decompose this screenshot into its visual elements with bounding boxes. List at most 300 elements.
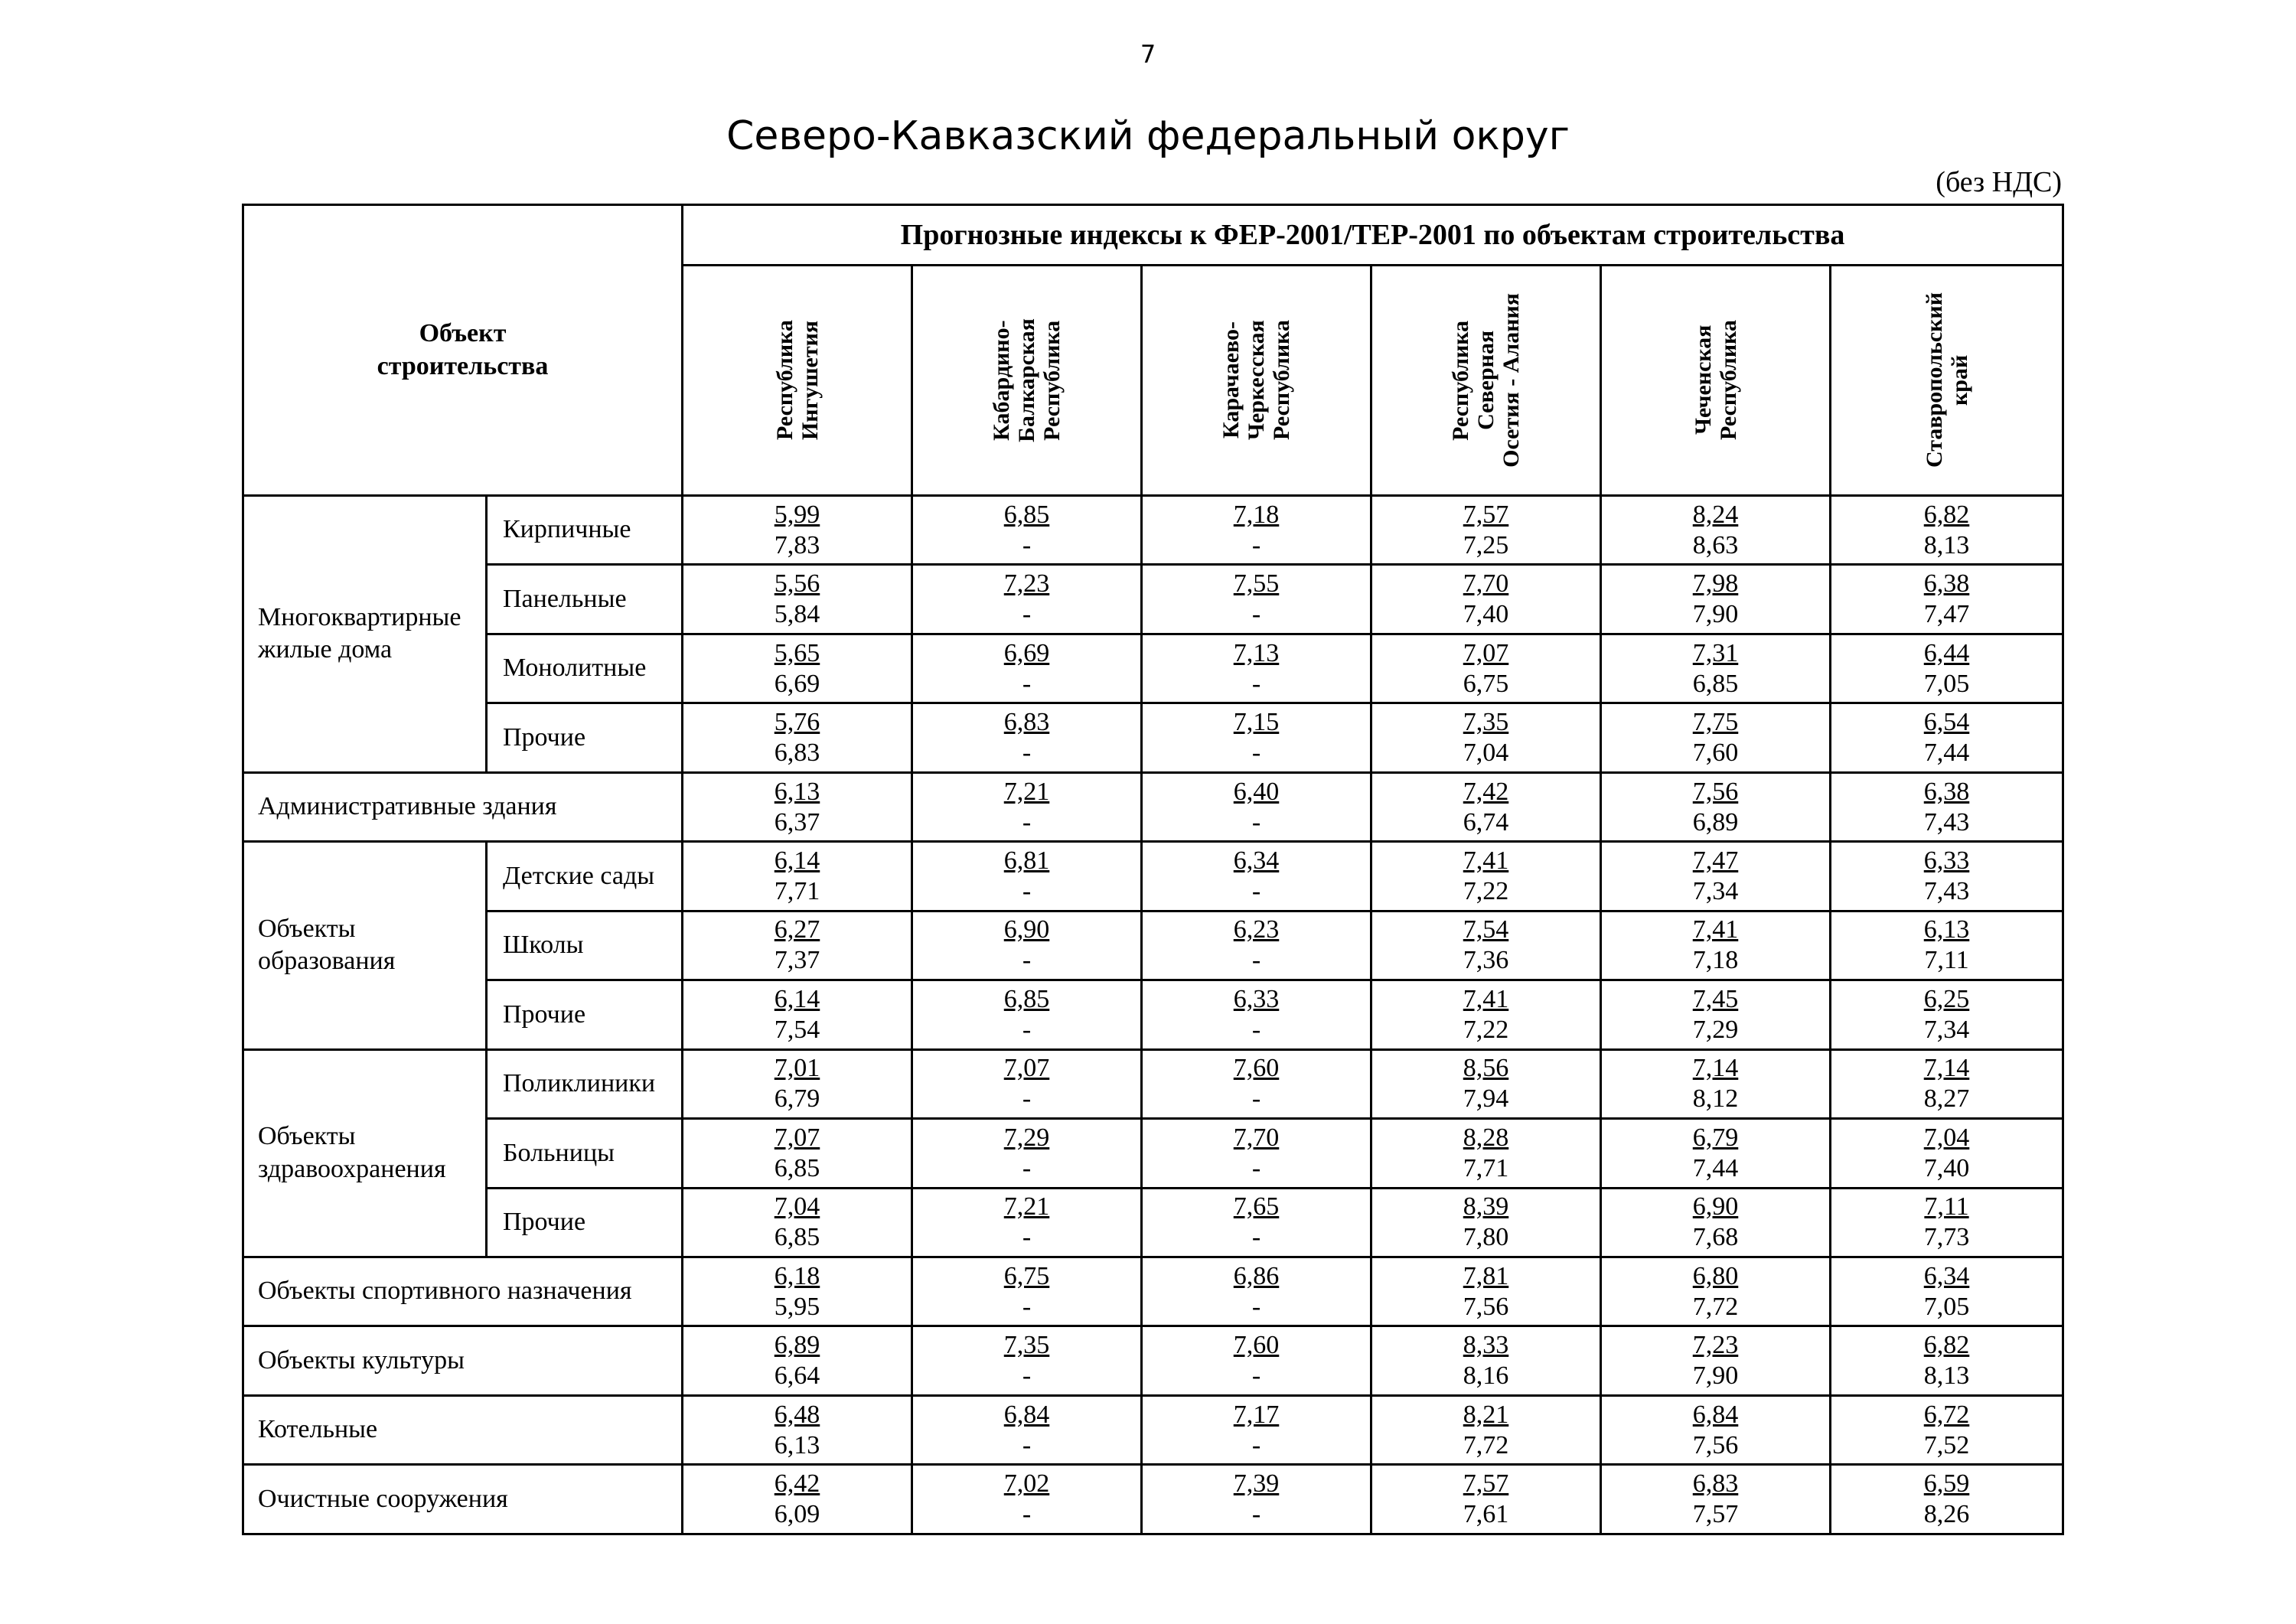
territorial-index-value: 7,05	[1923, 1292, 1970, 1321]
object-label: Объекты спортивного назначения	[243, 1257, 683, 1326]
index-cell	[1831, 980, 2063, 1049]
index-cell	[1142, 842, 1371, 911]
territorial-index-value: -	[1251, 1084, 1261, 1114]
territorial-index-value: 8,27	[1923, 1084, 1970, 1114]
territorial-index-value: 7,57	[1692, 1500, 1739, 1529]
index-cell	[1142, 1257, 1371, 1326]
index-cell	[1831, 1257, 2063, 1326]
federal-index-value: 6,90	[1692, 1192, 1739, 1221]
index-cell	[1142, 772, 1371, 841]
territorial-index-value: -	[1022, 1153, 1032, 1182]
federal-index-value: 7,11	[1924, 1192, 1969, 1221]
object-header: Объект строительства	[243, 205, 683, 496]
federal-index-value: 7,70	[1233, 1123, 1280, 1152]
table-row	[243, 1326, 2063, 1395]
territorial-index-value: 8,63	[1692, 530, 1739, 559]
territorial-index-value: 6,83	[774, 739, 820, 768]
territorial-index-value: 6,09	[774, 1500, 820, 1529]
territorial-index-value: 7,37	[774, 946, 820, 975]
federal-index-value: 7,35	[1463, 708, 1509, 737]
federal-index-value: 7,41	[1463, 846, 1509, 875]
index-cell	[1371, 980, 1601, 1049]
territorial-index-value: 7,71	[1463, 1153, 1509, 1182]
index-cell	[1601, 634, 1831, 703]
index-cell	[683, 1257, 912, 1326]
index-cell	[1601, 842, 1831, 911]
federal-index-value: 6,75	[1003, 1261, 1050, 1290]
federal-index-value: 8,24	[1692, 500, 1739, 529]
territorial-index-value: -	[1251, 669, 1261, 698]
territorial-index-value: 7,43	[1923, 876, 1970, 905]
table-row	[243, 496, 2063, 565]
federal-index-value: 7,42	[1463, 777, 1509, 806]
territorial-index-value: 6,85	[1692, 669, 1739, 698]
territorial-index-value: -	[1022, 1292, 1032, 1321]
federal-index-value: 6,84	[1003, 1400, 1050, 1429]
index-cell	[912, 1395, 1142, 1464]
territorial-index-value: 8,13	[1923, 530, 1970, 559]
territorial-index-value: 7,71	[774, 876, 820, 905]
territorial-index-value: 6,79	[774, 1084, 820, 1114]
territorial-index-value: 7,94	[1463, 1084, 1509, 1114]
index-cell	[1371, 634, 1601, 703]
federal-index-value: 7,81	[1463, 1261, 1509, 1290]
index-cell	[1831, 772, 2063, 841]
group-label: Объекты образования	[243, 842, 487, 1049]
index-cell	[1601, 496, 1831, 565]
territorial-index-value: -	[1251, 1292, 1261, 1321]
territorial-index-value: -	[1022, 1361, 1032, 1391]
territorial-index-value: 7,22	[1463, 876, 1509, 905]
federal-index-value: 7,70	[1463, 569, 1509, 598]
federal-index-value: 8,39	[1463, 1192, 1509, 1221]
index-cell	[912, 842, 1142, 911]
federal-index-value: 7,21	[1003, 777, 1050, 806]
federal-index-value: 7,65	[1233, 1192, 1280, 1221]
territorial-index-value: 5,84	[774, 600, 820, 629]
territorial-index-value: -	[1251, 876, 1261, 905]
federal-index-value: 6,18	[774, 1261, 820, 1290]
federal-index-value: 6,14	[774, 846, 820, 875]
federal-index-value: 6,38	[1923, 569, 1970, 598]
index-cell	[912, 1119, 1142, 1188]
federal-index-value: 6,85	[1003, 984, 1050, 1013]
territorial-index-value: 7,40	[1463, 600, 1509, 629]
federal-index-value: 7,18	[1233, 500, 1280, 529]
federal-index-value: 6,84	[1692, 1400, 1739, 1429]
index-cell	[912, 1326, 1142, 1395]
index-cell	[1371, 1326, 1601, 1395]
index-cell	[1142, 703, 1371, 772]
federal-index-value: 7,07	[1463, 638, 1509, 667]
main-header: Прогнозные индексы к ФЕР-2001/ТЕР-2001 по объектам строительства	[683, 205, 2063, 266]
region-header-label: Карачаево- Черкесская Республика	[1218, 320, 1294, 441]
federal-index-value: 6,13	[1923, 915, 1970, 944]
index-cell	[1142, 565, 1371, 634]
page-number: 7	[1140, 40, 1156, 69]
index-cell	[683, 1049, 912, 1118]
territorial-index-value: 7,11	[1924, 946, 1969, 975]
object-type-label: Кирпичные	[487, 496, 683, 565]
territorial-index-value: 6,69	[774, 669, 820, 698]
territorial-index-value: 7,40	[1923, 1153, 1970, 1182]
federal-index-value: 6,27	[774, 915, 820, 944]
federal-index-value: 6,59	[1923, 1469, 1970, 1498]
territorial-index-value: 7,80	[1463, 1223, 1509, 1252]
territorial-index-value: -	[1022, 669, 1032, 698]
federal-index-value: 7,41	[1463, 984, 1509, 1013]
index-cell	[683, 1465, 912, 1534]
object-label: Объекты культуры	[243, 1326, 683, 1395]
object-type-label: Панельные	[487, 565, 683, 634]
index-cell	[1831, 634, 2063, 703]
object-type-label: Детские сады	[487, 842, 683, 911]
federal-index-value: 7,04	[1923, 1123, 1970, 1152]
federal-index-value: 6,72	[1923, 1400, 1970, 1429]
index-cell	[912, 911, 1142, 980]
region-header	[1601, 266, 1831, 496]
region-header	[683, 266, 912, 496]
object-label: Котельные	[243, 1395, 683, 1464]
territorial-index-value: 6,85	[774, 1153, 820, 1182]
federal-index-value: 7,60	[1233, 1054, 1280, 1083]
table-row	[243, 634, 2063, 703]
federal-index-value: 8,56	[1463, 1054, 1509, 1083]
territorial-index-value: 7,56	[1692, 1430, 1739, 1459]
federal-index-value: 6,34	[1233, 846, 1280, 875]
federal-index-value: 8,33	[1463, 1331, 1509, 1360]
territorial-index-value: -	[1022, 600, 1032, 629]
table-row	[243, 842, 2063, 911]
table-row	[243, 565, 2063, 634]
region-header-label: Ставропольский край	[1921, 292, 1972, 468]
territorial-index-value: -	[1251, 807, 1261, 836]
index-cell	[1371, 1465, 1601, 1534]
object-type-label: Прочие	[487, 980, 683, 1049]
territorial-index-value: -	[1022, 1223, 1032, 1252]
federal-index-value: 5,65	[774, 638, 820, 667]
territorial-index-value: 8,13	[1923, 1361, 1970, 1391]
territorial-index-value: -	[1251, 1361, 1261, 1391]
index-cell	[1601, 911, 1831, 980]
index-cell	[912, 772, 1142, 841]
index-cell	[683, 1395, 912, 1464]
region-header	[1831, 266, 2063, 496]
territorial-index-value: -	[1251, 600, 1261, 629]
federal-index-value: 7,07	[774, 1123, 820, 1152]
territorial-index-value: 6,13	[774, 1430, 820, 1459]
territorial-index-value: 6,74	[1463, 807, 1509, 836]
territorial-index-value: -	[1251, 946, 1261, 975]
index-cell	[683, 772, 912, 841]
territorial-index-value: 7,54	[774, 1015, 820, 1044]
group-label: Объекты здравоохранения	[243, 1049, 487, 1257]
federal-index-value: 7,54	[1463, 915, 1509, 944]
federal-index-value: 7,02	[1003, 1469, 1050, 1498]
region-header-label: Кабардино- Балкарская Республика	[989, 318, 1065, 442]
federal-index-value: 6,82	[1923, 1331, 1970, 1360]
federal-index-value: 5,76	[774, 708, 820, 737]
index-cell	[1371, 1257, 1601, 1326]
federal-index-value: 6,40	[1233, 777, 1280, 806]
federal-index-value: 7,21	[1003, 1192, 1050, 1221]
territorial-index-value: 7,56	[1463, 1292, 1509, 1321]
federal-index-value: 7,41	[1692, 915, 1739, 944]
federal-index-value: 6,80	[1692, 1261, 1739, 1290]
federal-index-value: 6,89	[774, 1331, 820, 1360]
federal-index-value: 7,57	[1463, 500, 1509, 529]
index-cell	[912, 634, 1142, 703]
index-cell	[1371, 772, 1601, 841]
index-cell	[1831, 1119, 2063, 1188]
table-row	[243, 1188, 2063, 1257]
federal-index-value: 7,56	[1692, 777, 1739, 806]
group-label: Многоквартирные жилые дома	[243, 496, 487, 773]
federal-index-value: 7,75	[1692, 708, 1739, 737]
territorial-index-value: 7,34	[1692, 876, 1739, 905]
federal-index-value: 6,69	[1003, 638, 1050, 667]
territorial-index-value: 7,34	[1923, 1015, 1970, 1044]
federal-index-value: 6,33	[1233, 984, 1280, 1013]
territorial-index-value: 7,44	[1692, 1153, 1739, 1182]
federal-index-value: 6,85	[1003, 500, 1050, 529]
federal-index-value: 7,23	[1003, 569, 1050, 598]
index-cell	[1371, 1395, 1601, 1464]
region-header	[1142, 266, 1371, 496]
index-cell	[1831, 496, 2063, 565]
federal-index-value: 5,99	[774, 500, 820, 529]
index-cell	[912, 1188, 1142, 1257]
federal-index-value: 6,81	[1003, 846, 1050, 875]
territorial-index-value: -	[1251, 1500, 1261, 1529]
federal-index-value: 7,98	[1692, 569, 1739, 598]
region-header-label: Республика Ингушетия	[771, 320, 823, 441]
index-cell	[1831, 1049, 2063, 1118]
territorial-index-value: 7,22	[1463, 1015, 1509, 1044]
federal-index-value: 7,14	[1692, 1054, 1739, 1083]
territorial-index-value: 6,64	[774, 1361, 820, 1391]
territorial-index-value: 7,44	[1923, 739, 1970, 768]
index-cell	[1831, 565, 2063, 634]
territorial-index-value: 5,95	[774, 1292, 820, 1321]
federal-index-value: 7,13	[1233, 638, 1280, 667]
index-cell	[683, 496, 912, 565]
index-cell	[1371, 703, 1601, 772]
territorial-index-value: 7,60	[1692, 739, 1739, 768]
federal-index-value: 6,48	[774, 1400, 820, 1429]
table-row	[243, 1119, 2063, 1188]
index-cell	[1831, 842, 2063, 911]
index-cell	[1601, 703, 1831, 772]
index-cell	[1601, 772, 1831, 841]
table-row	[243, 911, 2063, 980]
table-row	[243, 1465, 2063, 1534]
territorial-index-value: -	[1022, 1500, 1032, 1529]
federal-index-value: 7,01	[774, 1054, 820, 1083]
federal-index-value: 7,07	[1003, 1054, 1050, 1083]
federal-index-value: 6,33	[1923, 846, 1970, 875]
federal-index-value: 7,31	[1692, 638, 1739, 667]
territorial-index-value: 7,61	[1463, 1500, 1509, 1529]
territorial-index-value: 7,18	[1692, 946, 1739, 975]
index-cell	[1142, 980, 1371, 1049]
index-cell	[1142, 1326, 1371, 1395]
object-label: Административные здания	[243, 772, 683, 841]
territorial-index-value: -	[1022, 807, 1032, 836]
index-cell	[912, 1465, 1142, 1534]
federal-index-value: 7,55	[1233, 569, 1280, 598]
region-header	[912, 266, 1142, 496]
index-cell	[1601, 1049, 1831, 1118]
index-cell	[1601, 1119, 1831, 1188]
territorial-index-value: 8,16	[1463, 1361, 1509, 1391]
territorial-index-value: 7,05	[1923, 669, 1970, 698]
federal-index-value: 6,14	[774, 984, 820, 1013]
territorial-index-value: 7,43	[1923, 807, 1970, 836]
federal-index-value: 6,13	[774, 777, 820, 806]
territorial-index-value: -	[1022, 876, 1032, 905]
territorial-index-value: 7,36	[1463, 946, 1509, 975]
index-cell	[683, 1326, 912, 1395]
territorial-index-value: -	[1251, 1430, 1261, 1459]
territorial-index-value: -	[1022, 1430, 1032, 1459]
territorial-index-value: 7,72	[1463, 1430, 1509, 1459]
index-cell	[1601, 1257, 1831, 1326]
index-cell	[683, 980, 912, 1049]
federal-index-value: 7,39	[1233, 1469, 1280, 1498]
object-type-label: Поликлиники	[487, 1049, 683, 1118]
territorial-index-value: 7,73	[1923, 1223, 1970, 1252]
territorial-index-value: -	[1251, 1223, 1261, 1252]
federal-index-value: 7,14	[1923, 1054, 1970, 1083]
table-row	[243, 980, 2063, 1049]
territorial-index-value: -	[1022, 530, 1032, 559]
table-row	[243, 1395, 2063, 1464]
index-cell	[1142, 1465, 1371, 1534]
index-cell	[1601, 1395, 1831, 1464]
object-label: Очистные сооружения	[243, 1465, 683, 1534]
region-header-label: Республика Северная Осетия - Алания	[1448, 293, 1524, 468]
index-table	[242, 204, 2064, 1535]
index-cell	[683, 842, 912, 911]
index-cell	[1831, 1465, 2063, 1534]
index-cell	[1371, 496, 1601, 565]
index-cell	[1371, 842, 1601, 911]
index-cell	[1831, 1326, 2063, 1395]
index-cell	[683, 911, 912, 980]
index-cell	[1142, 1395, 1371, 1464]
territorial-index-value: 6,75	[1463, 669, 1509, 698]
index-cell	[1831, 703, 2063, 772]
territorial-index-value: 7,25	[1463, 530, 1509, 559]
index-cell	[1371, 565, 1601, 634]
index-cell	[1142, 1188, 1371, 1257]
federal-index-value: 6,86	[1233, 1261, 1280, 1290]
territorial-index-value: -	[1251, 1015, 1261, 1044]
federal-index-value: 5,56	[774, 569, 820, 598]
table-row	[243, 1049, 2063, 1118]
territorial-index-value: 6,37	[774, 807, 820, 836]
index-cell	[1142, 496, 1371, 565]
federal-index-value: 6,23	[1233, 915, 1280, 944]
index-cell	[1371, 1049, 1601, 1118]
territorial-index-value: 6,89	[1692, 807, 1739, 836]
territorial-index-value: 7,83	[774, 530, 820, 559]
index-cell	[1142, 1049, 1371, 1118]
territorial-index-value: 8,12	[1692, 1084, 1739, 1114]
federal-index-value: 7,45	[1692, 984, 1739, 1013]
federal-index-value: 7,15	[1233, 708, 1280, 737]
index-cell	[1831, 1188, 2063, 1257]
table-row	[243, 1257, 2063, 1326]
federal-index-value: 7,17	[1233, 1400, 1280, 1429]
index-cell	[912, 1257, 1142, 1326]
federal-index-value: 6,25	[1923, 984, 1970, 1013]
region-header	[1371, 266, 1601, 496]
territorial-index-value: -	[1022, 739, 1032, 768]
territorial-index-value: -	[1251, 1153, 1261, 1182]
territorial-index-value: 7,04	[1463, 739, 1509, 768]
territorial-index-value: 7,52	[1923, 1430, 1970, 1459]
federal-index-value: 7,23	[1692, 1331, 1739, 1360]
page-title: Северо-Кавказский федеральный округ	[726, 113, 1570, 159]
object-type-label: Прочие	[487, 703, 683, 772]
federal-index-value: 6,82	[1923, 500, 1970, 529]
federal-index-value: 6,38	[1923, 777, 1970, 806]
table-row	[243, 703, 2063, 772]
index-cell	[1371, 1188, 1601, 1257]
federal-index-value: 6,42	[774, 1469, 820, 1498]
federal-index-value: 6,83	[1003, 708, 1050, 737]
index-cell	[1142, 1119, 1371, 1188]
index-cell	[912, 703, 1142, 772]
index-cell	[1142, 911, 1371, 980]
vat-note: (без НДС)	[1936, 166, 2062, 198]
federal-index-value: 7,29	[1003, 1123, 1050, 1152]
index-cell	[912, 1049, 1142, 1118]
index-cell	[1601, 980, 1831, 1049]
object-type-label: Монолитные	[487, 634, 683, 703]
index-cell	[912, 565, 1142, 634]
federal-index-value: 7,35	[1003, 1331, 1050, 1360]
index-cell	[1601, 1188, 1831, 1257]
federal-index-value: 8,28	[1463, 1123, 1509, 1152]
index-cell	[1831, 1395, 2063, 1464]
federal-index-value: 6,90	[1003, 915, 1050, 944]
federal-index-value: 8,21	[1463, 1400, 1509, 1429]
federal-index-value: 6,34	[1923, 1261, 1970, 1290]
index-cell	[1601, 1465, 1831, 1534]
federal-index-value: 7,04	[774, 1192, 820, 1221]
index-cell	[683, 1188, 912, 1257]
territorial-index-value: 7,47	[1923, 600, 1970, 629]
federal-index-value: 6,83	[1692, 1469, 1739, 1498]
territorial-index-value: -	[1022, 1015, 1032, 1044]
index-cell	[683, 634, 912, 703]
index-cell	[1601, 565, 1831, 634]
federal-index-value: 7,47	[1692, 846, 1739, 875]
territorial-index-value: -	[1251, 530, 1261, 559]
index-cell	[912, 496, 1142, 565]
federal-index-value: 7,60	[1233, 1331, 1280, 1360]
object-type-label: Больницы	[487, 1119, 683, 1188]
index-cell	[1142, 634, 1371, 703]
federal-index-value: 6,44	[1923, 638, 1970, 667]
federal-index-value: 6,79	[1692, 1123, 1739, 1152]
territorial-index-value: 8,26	[1923, 1500, 1970, 1529]
region-header-label: Чеченская Республика	[1690, 320, 1741, 441]
index-cell	[1371, 911, 1601, 980]
